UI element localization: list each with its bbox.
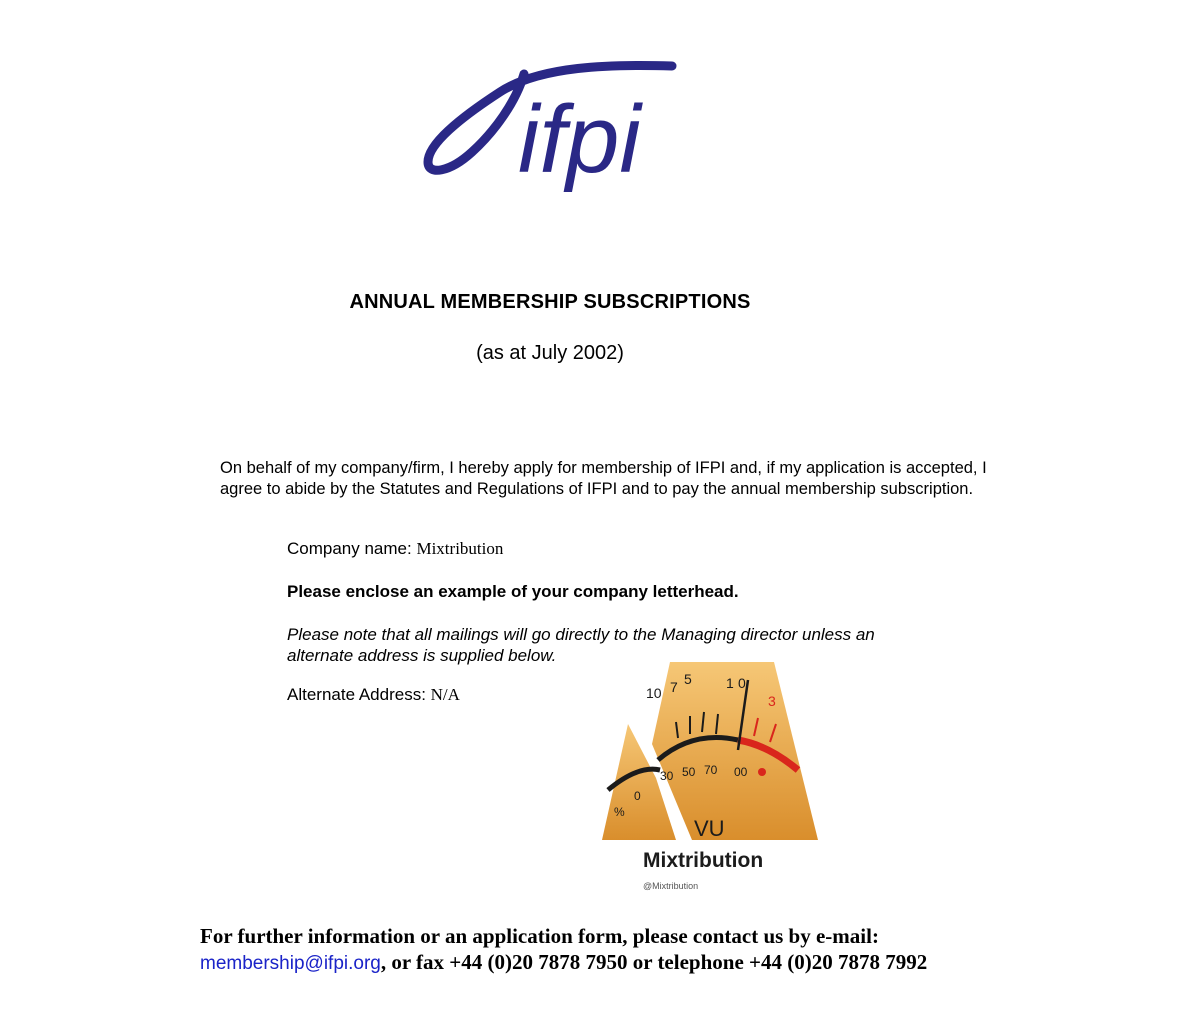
meter-label-7: 7	[670, 679, 678, 695]
meter-label-0: 0	[738, 675, 746, 691]
document-title: ANNUAL MEMBERSHIP SUBSCRIPTIONS	[349, 291, 751, 313]
meter-label-50: 50	[682, 765, 696, 779]
email-link[interactable]: membership@ifpi.org	[200, 953, 381, 974]
meter-label-percent: %	[614, 805, 625, 819]
brand-handle: @Mixtribution	[643, 881, 699, 891]
alternate-address-field	[287, 685, 460, 705]
alternate-address-value: N/A	[430, 685, 460, 704]
application-statement: On behalf of my company/firm, I hereby apply for membership of IFPI and, if my application is accepted, I agree to abide by the Statutes and Regulations of IFPI and to pay the annual membership subscription.	[220, 459, 987, 498]
ifpi-logo	[420, 44, 680, 209]
meter-label-30: 30	[660, 769, 674, 783]
contact-footer	[200, 923, 1100, 977]
meter-label-70: 70	[704, 763, 718, 777]
vu-meter-logo	[598, 660, 823, 845]
contact-fax-phone: , or fax +44 (0)20 7878 7950 or telephone +44 (0)20 7878 7992	[380, 950, 928, 974]
meter-label-10: 10	[646, 685, 662, 701]
company-name-label: Company name:	[287, 539, 412, 558]
brand-name: Mixtribution	[643, 849, 764, 872]
meter-label-00: 00	[734, 765, 748, 779]
contact-line-2	[200, 949, 1100, 977]
contact-line-1: For further information or an application form, please contact us by e-mail:	[200, 924, 879, 948]
company-name-value: Mixtribution	[416, 539, 504, 558]
document-subtitle: (as at July 2002)	[476, 342, 624, 364]
meter-label-1: 1	[726, 675, 734, 691]
alternate-address-label: Alternate Address:	[287, 685, 426, 704]
letterhead-note: Please enclose an example of your company letterhead.	[287, 582, 739, 601]
meter-label-left-0: 0	[634, 789, 641, 803]
meter-label-3: 3	[768, 693, 776, 709]
mailing-note: Please note that all mailings will go directly to the Managing director unless an alternate address is supplied below.	[287, 625, 875, 665]
meter-label-vu: VU	[694, 816, 725, 841]
meter-label-5: 5	[684, 671, 692, 687]
ifpi-logo-text: ifpi	[518, 86, 641, 193]
company-name-field	[287, 539, 503, 559]
